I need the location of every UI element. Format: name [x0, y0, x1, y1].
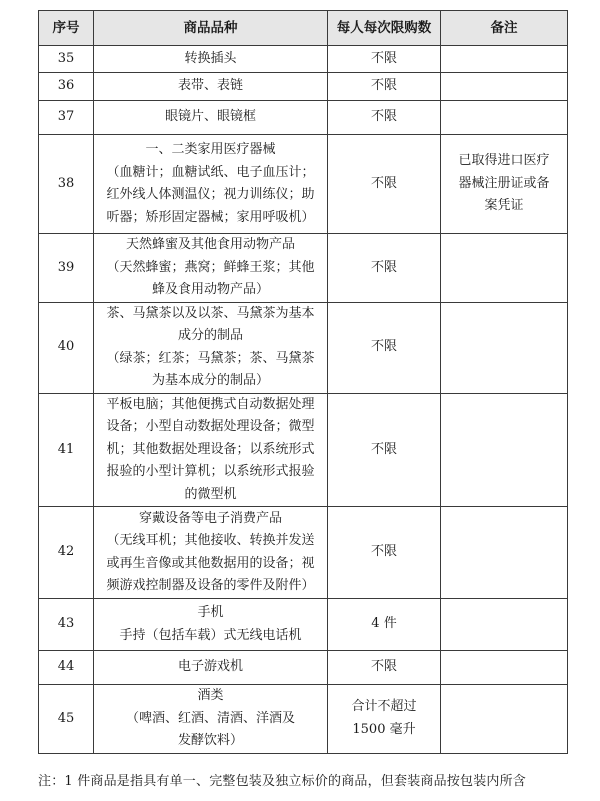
cell-line: 不限	[370, 659, 397, 675]
cell-line: 不限	[370, 441, 397, 457]
cell-line: 器械注册证或备	[458, 175, 550, 191]
cell-line: 1500 毫升	[352, 721, 416, 737]
cell-line: 不限	[370, 109, 397, 125]
cell-goods	[94, 651, 328, 685]
cell-line: 转换插头	[184, 50, 237, 66]
header-limit: 每人每次限购数	[328, 11, 441, 46]
cell-line: 蜂及食用动物产品）	[151, 282, 269, 297]
cell-limit	[328, 101, 441, 135]
cell-line: 不限	[370, 339, 397, 355]
cell-no: 41	[39, 393, 94, 507]
cell-limit	[328, 234, 441, 303]
cell-line: 或再生音像或其他数据用的设备；视	[106, 555, 315, 571]
cell-remark	[441, 234, 568, 303]
cell-no: 42	[39, 507, 94, 599]
cell-goods	[94, 46, 328, 73]
cell-line: 红外线人体测温仪；视力训练仪；助	[106, 187, 315, 202]
cell-remark	[441, 46, 568, 73]
cell-limit	[328, 46, 441, 73]
cell-line: 不限	[370, 78, 397, 94]
table-row	[39, 101, 568, 135]
cell-line: 不限	[370, 544, 397, 560]
cell-line: 手机	[197, 605, 224, 620]
cell-no: 39	[39, 234, 94, 303]
cell-line: 4 件	[371, 616, 397, 632]
cell-line: 酒类	[197, 688, 224, 703]
cell-remark	[441, 73, 568, 101]
cell-remark	[441, 101, 568, 135]
cell-goods	[94, 302, 328, 393]
cell-remark	[441, 302, 568, 393]
header-goods: 商品品种	[94, 11, 328, 46]
cell-goods	[94, 393, 328, 507]
cell-limit	[328, 651, 441, 685]
cell-line: （啤酒、红酒、清酒、洋酒及	[125, 710, 295, 726]
cell-line: 穿戴设备等电子消费产品	[138, 510, 282, 526]
purchase-limit-table	[38, 10, 568, 754]
cell-line: 手持（包括车载）式无线电话机	[119, 627, 302, 643]
table-row	[39, 507, 568, 599]
footnote: 注：1 件商品是指具有单一、完整包装及独立标价的商品，但套装商品按包装内所含	[38, 774, 527, 789]
table-row	[39, 393, 568, 507]
table-body	[39, 46, 568, 754]
cell-line: 机；其他数据处理设备；以系统形式	[106, 441, 315, 457]
cell-line: 报验的小型计算机；以系统形式报验	[106, 464, 315, 479]
cell-line: 表带、表链	[177, 78, 243, 94]
cell-limit	[328, 599, 441, 651]
table-row	[39, 73, 568, 101]
cell-no: 38	[39, 135, 94, 234]
cell-limit	[328, 135, 441, 234]
header-row	[39, 11, 568, 46]
cell-line: 频游戏控制器及设备的零件及附件）	[106, 578, 315, 593]
cell-remark	[441, 507, 568, 599]
cell-goods	[94, 234, 328, 303]
table-row	[39, 685, 568, 754]
cell-remark	[441, 393, 568, 507]
cell-line: 听器；矫形固定器械；家用呼吸机）	[106, 209, 315, 225]
cell-no: 37	[39, 101, 94, 135]
cell-goods	[94, 73, 328, 101]
cell-line: 合计不超过	[351, 699, 417, 715]
cell-line: 不限	[370, 259, 397, 275]
cell-goods	[94, 101, 328, 135]
cell-line: 眼镜片、眼镜框	[164, 109, 256, 125]
cell-line: 的微型机	[184, 486, 237, 502]
cell-line: （绿茶；红茶；马黛茶；茶、马黛茶	[106, 350, 315, 366]
cell-no: 45	[39, 685, 94, 754]
cell-line: 一、二类家用医疗器械	[145, 142, 276, 157]
cell-remark	[441, 651, 568, 685]
cell-limit	[328, 73, 441, 101]
table-row	[39, 302, 568, 393]
cell-line: 为基本成分的制品）	[151, 373, 269, 388]
cell-limit	[328, 507, 441, 599]
cell-goods	[94, 685, 328, 754]
cell-no: 36	[39, 73, 94, 101]
cell-line: 茶、马黛茶以及以茶、马黛茶为基本	[106, 305, 315, 321]
cell-line: 不限	[370, 50, 397, 66]
cell-line: 已取得进口医疗	[458, 153, 550, 169]
table-row	[39, 135, 568, 234]
cell-remark	[441, 135, 568, 234]
header-no: 序号	[39, 11, 94, 46]
cell-no: 35	[39, 46, 94, 73]
cell-line: （无线耳机；其他接收、转换并发送	[106, 533, 315, 548]
cell-line: （天然蜂蜜；燕窝；鲜蜂王浆；其他	[106, 259, 315, 275]
table-row	[39, 651, 568, 685]
header-remark: 备注	[441, 11, 568, 46]
cell-line: 成分的制品	[177, 328, 243, 343]
cell-line: 设备；小型自动数据处理设备；微型	[106, 419, 315, 434]
cell-no: 40	[39, 302, 94, 393]
cell-line: 平板电脑；其他便携式自动数据处理	[106, 396, 315, 412]
cell-line: 案凭证	[484, 198, 524, 214]
cell-limit	[328, 685, 441, 754]
cell-line: 天然蜂蜜及其他食用动物产品	[125, 237, 295, 252]
table-row	[39, 234, 568, 303]
cell-limit	[328, 393, 441, 507]
cell-limit	[328, 302, 441, 393]
table-row	[39, 599, 568, 651]
cell-no: 43	[39, 599, 94, 651]
cell-line: 电子游戏机	[177, 659, 243, 675]
cell-goods	[94, 135, 328, 234]
cell-remark	[441, 599, 568, 651]
cell-goods	[94, 507, 328, 599]
cell-line: （血糖计；血糖试纸、电子血压计；	[106, 164, 315, 180]
cell-line: 不限	[370, 175, 397, 191]
cell-remark	[441, 685, 568, 754]
table-row	[39, 46, 568, 73]
cell-goods	[94, 599, 328, 651]
cell-no: 44	[39, 651, 94, 685]
cell-line: 发酵饮料）	[177, 733, 243, 748]
